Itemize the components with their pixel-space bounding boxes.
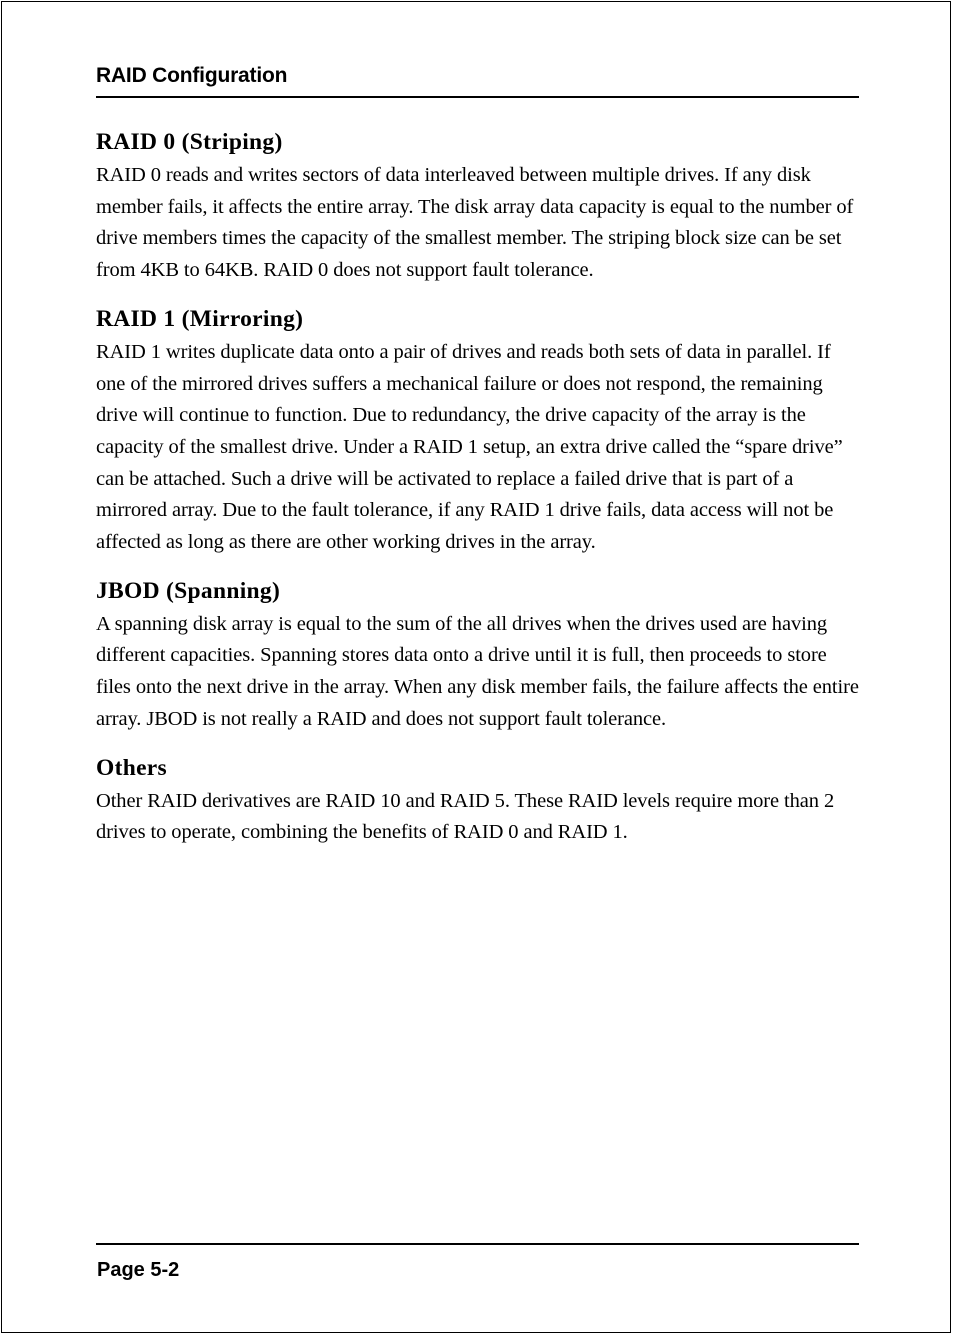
page-number: Page 5-2 (97, 1259, 180, 1281)
section-heading: JBOD (Spanning) (96, 577, 281, 604)
section-heading: Others (96, 754, 167, 781)
section-heading: RAID 1 (Mirroring) (96, 305, 304, 332)
header-divider (96, 96, 859, 98)
section-paragraph: RAID 0 reads and writes sectors of data interleaved between multiple drives. If any disk member fails, it affects the entire array. The disk array data capacity is equal to the number of drive members times the capacity of the smallest member. The striping block size can be set from 4KB to 64KB. RAID 0 does not support fault tolerance. (96, 164, 854, 282)
document-body (96, 124, 859, 863)
section-jbod (96, 573, 859, 736)
section-raid1 (96, 301, 859, 559)
section-heading: RAID 0 (Striping) (96, 129, 283, 155)
section-others (96, 750, 859, 849)
section-raid0 (96, 124, 859, 287)
footer-divider (96, 1243, 859, 1245)
section-paragraph: A spanning disk array is equal to the sum of the all drives when the drives used are having different capacities. Spanning stores data onto a drive until it is full, then proceeds to store files onto the next drive in the array. When any disk member fails, the failure affects the entire array. JBOD is not really a RAID and does not support fault tolerance. (96, 612, 859, 730)
section-paragraph: RAID 1 writes duplicate data onto a pair of drives and reads both sets of data in parallel. If one of the mirrored drives suffers a mechanical failure or does not respond, the remaining drive will continue to function. Due to redundancy, the drive capacity of the array is the capacity of the smallest drive. Under a RAID 1 setup, an extra drive called the “spare drive” can be attached. Such a drive will be activated to replace a failed drive that is part of a mirrored array. Due to the fault tolerance, if any RAID 1 drive fails, data access will not be affected as long as there are other working drives in the array. (96, 340, 843, 554)
section-paragraph: Other RAID derivatives are RAID 10 and RAID 5. These RAID levels require more than 2 drives to operate, combining the benefits of RAID 0 and RAID 1. (96, 789, 835, 844)
running-header: RAID Configuration (96, 64, 288, 87)
